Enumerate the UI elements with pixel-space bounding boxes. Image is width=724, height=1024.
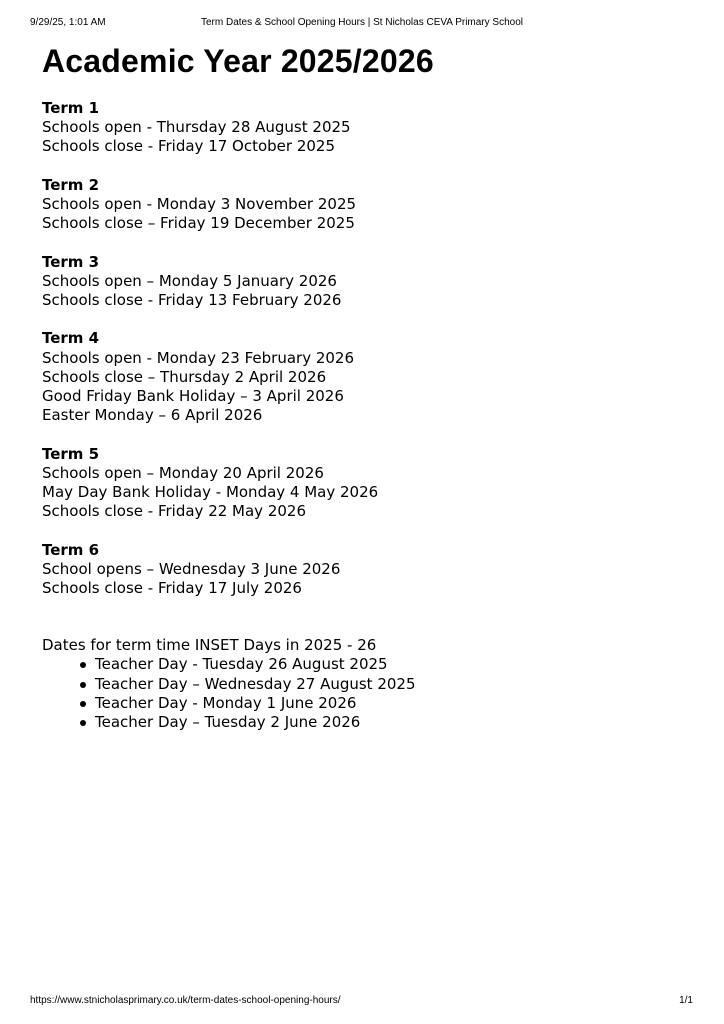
bullet-icon [80,682,86,688]
term-date-line: School opens – Wednesday 3 June 2026 [42,559,341,578]
term-date-line: Schools close – Friday 19 December 2025 [42,214,355,233]
term-2 [42,176,682,234]
term-heading: Term 6 [42,540,100,559]
page-title: Academic Year 2025/2026 [42,43,434,79]
term-3 [42,253,682,311]
term-heading: Term 4 [42,329,100,348]
term-4 [42,329,682,425]
inset-day-label: Teacher Day - Monday 1 June 2026 [95,693,357,712]
inset-day-label: Teacher Day – Wednesday 27 August 2025 [95,674,416,693]
print-datetime: 9/29/25, 1:01 AM [30,17,106,28]
term-date-line: May Day Bank Holiday - Monday 4 May 2026 [42,483,379,501]
bullet-icon [80,662,86,668]
inset-intro: Dates for term time INSET Days in 2025 - 26 [42,636,377,655]
term-6 [42,541,682,599]
term-date-line: Schools open - Monday 23 February 2026 [42,348,355,367]
inset-days-list [42,655,682,732]
term-date-line: Schools close - Friday 22 May 2026 [42,502,307,521]
term-heading: Term 5 [42,444,100,463]
print-url: https://www.stnicholasprimary.co.uk/term-dates-school-opening-hours/ [30,995,341,1006]
term-heading: Term 2 [42,175,100,194]
print-header [0,17,724,31]
term-list [42,99,682,598]
main-content [42,42,682,732]
term-date-line: Easter Monday – 6 April 2026 [42,406,263,425]
bullet-icon [80,720,86,726]
term-heading: Term 3 [42,252,100,271]
term-date-line: Schools close - Friday 17 July 2026 [42,579,302,597]
term-date-line: Schools close – Thursday 2 April 2026 [42,367,327,386]
list-item [95,655,682,674]
list-item [95,694,682,713]
term-date-line: Schools open - Thursday 28 August 2025 [42,118,351,137]
list-item [95,713,682,732]
term-1 [42,99,682,157]
term-date-line: Schools open – Monday 20 April 2026 [42,463,324,482]
term-date-line: Schools close - Friday 17 October 2025 [42,137,336,156]
term-5 [42,445,682,522]
term-date-line: Schools close - Friday 13 February 2026 [42,291,342,309]
list-item [95,675,682,694]
term-date-line: Schools open – Monday 5 January 2026 [42,271,337,290]
print-page-number: 1/1 [679,995,693,1006]
inset-days-section [42,636,682,732]
print-document-title: Term Dates & School Opening Hours | St Nicholas CEVA Primary School [201,17,523,28]
print-footer [0,995,724,1009]
inset-day-label: Teacher Day – Tuesday 2 June 2026 [95,713,361,732]
term-date-line: Schools open - Monday 3 November 2025 [42,195,357,213]
term-heading: Term 1 [42,99,100,117]
inset-day-label: Teacher Day - Tuesday 26 August 2025 [95,655,388,674]
term-date-line: Good Friday Bank Holiday – 3 April 2026 [42,387,344,405]
bullet-icon [80,701,86,707]
